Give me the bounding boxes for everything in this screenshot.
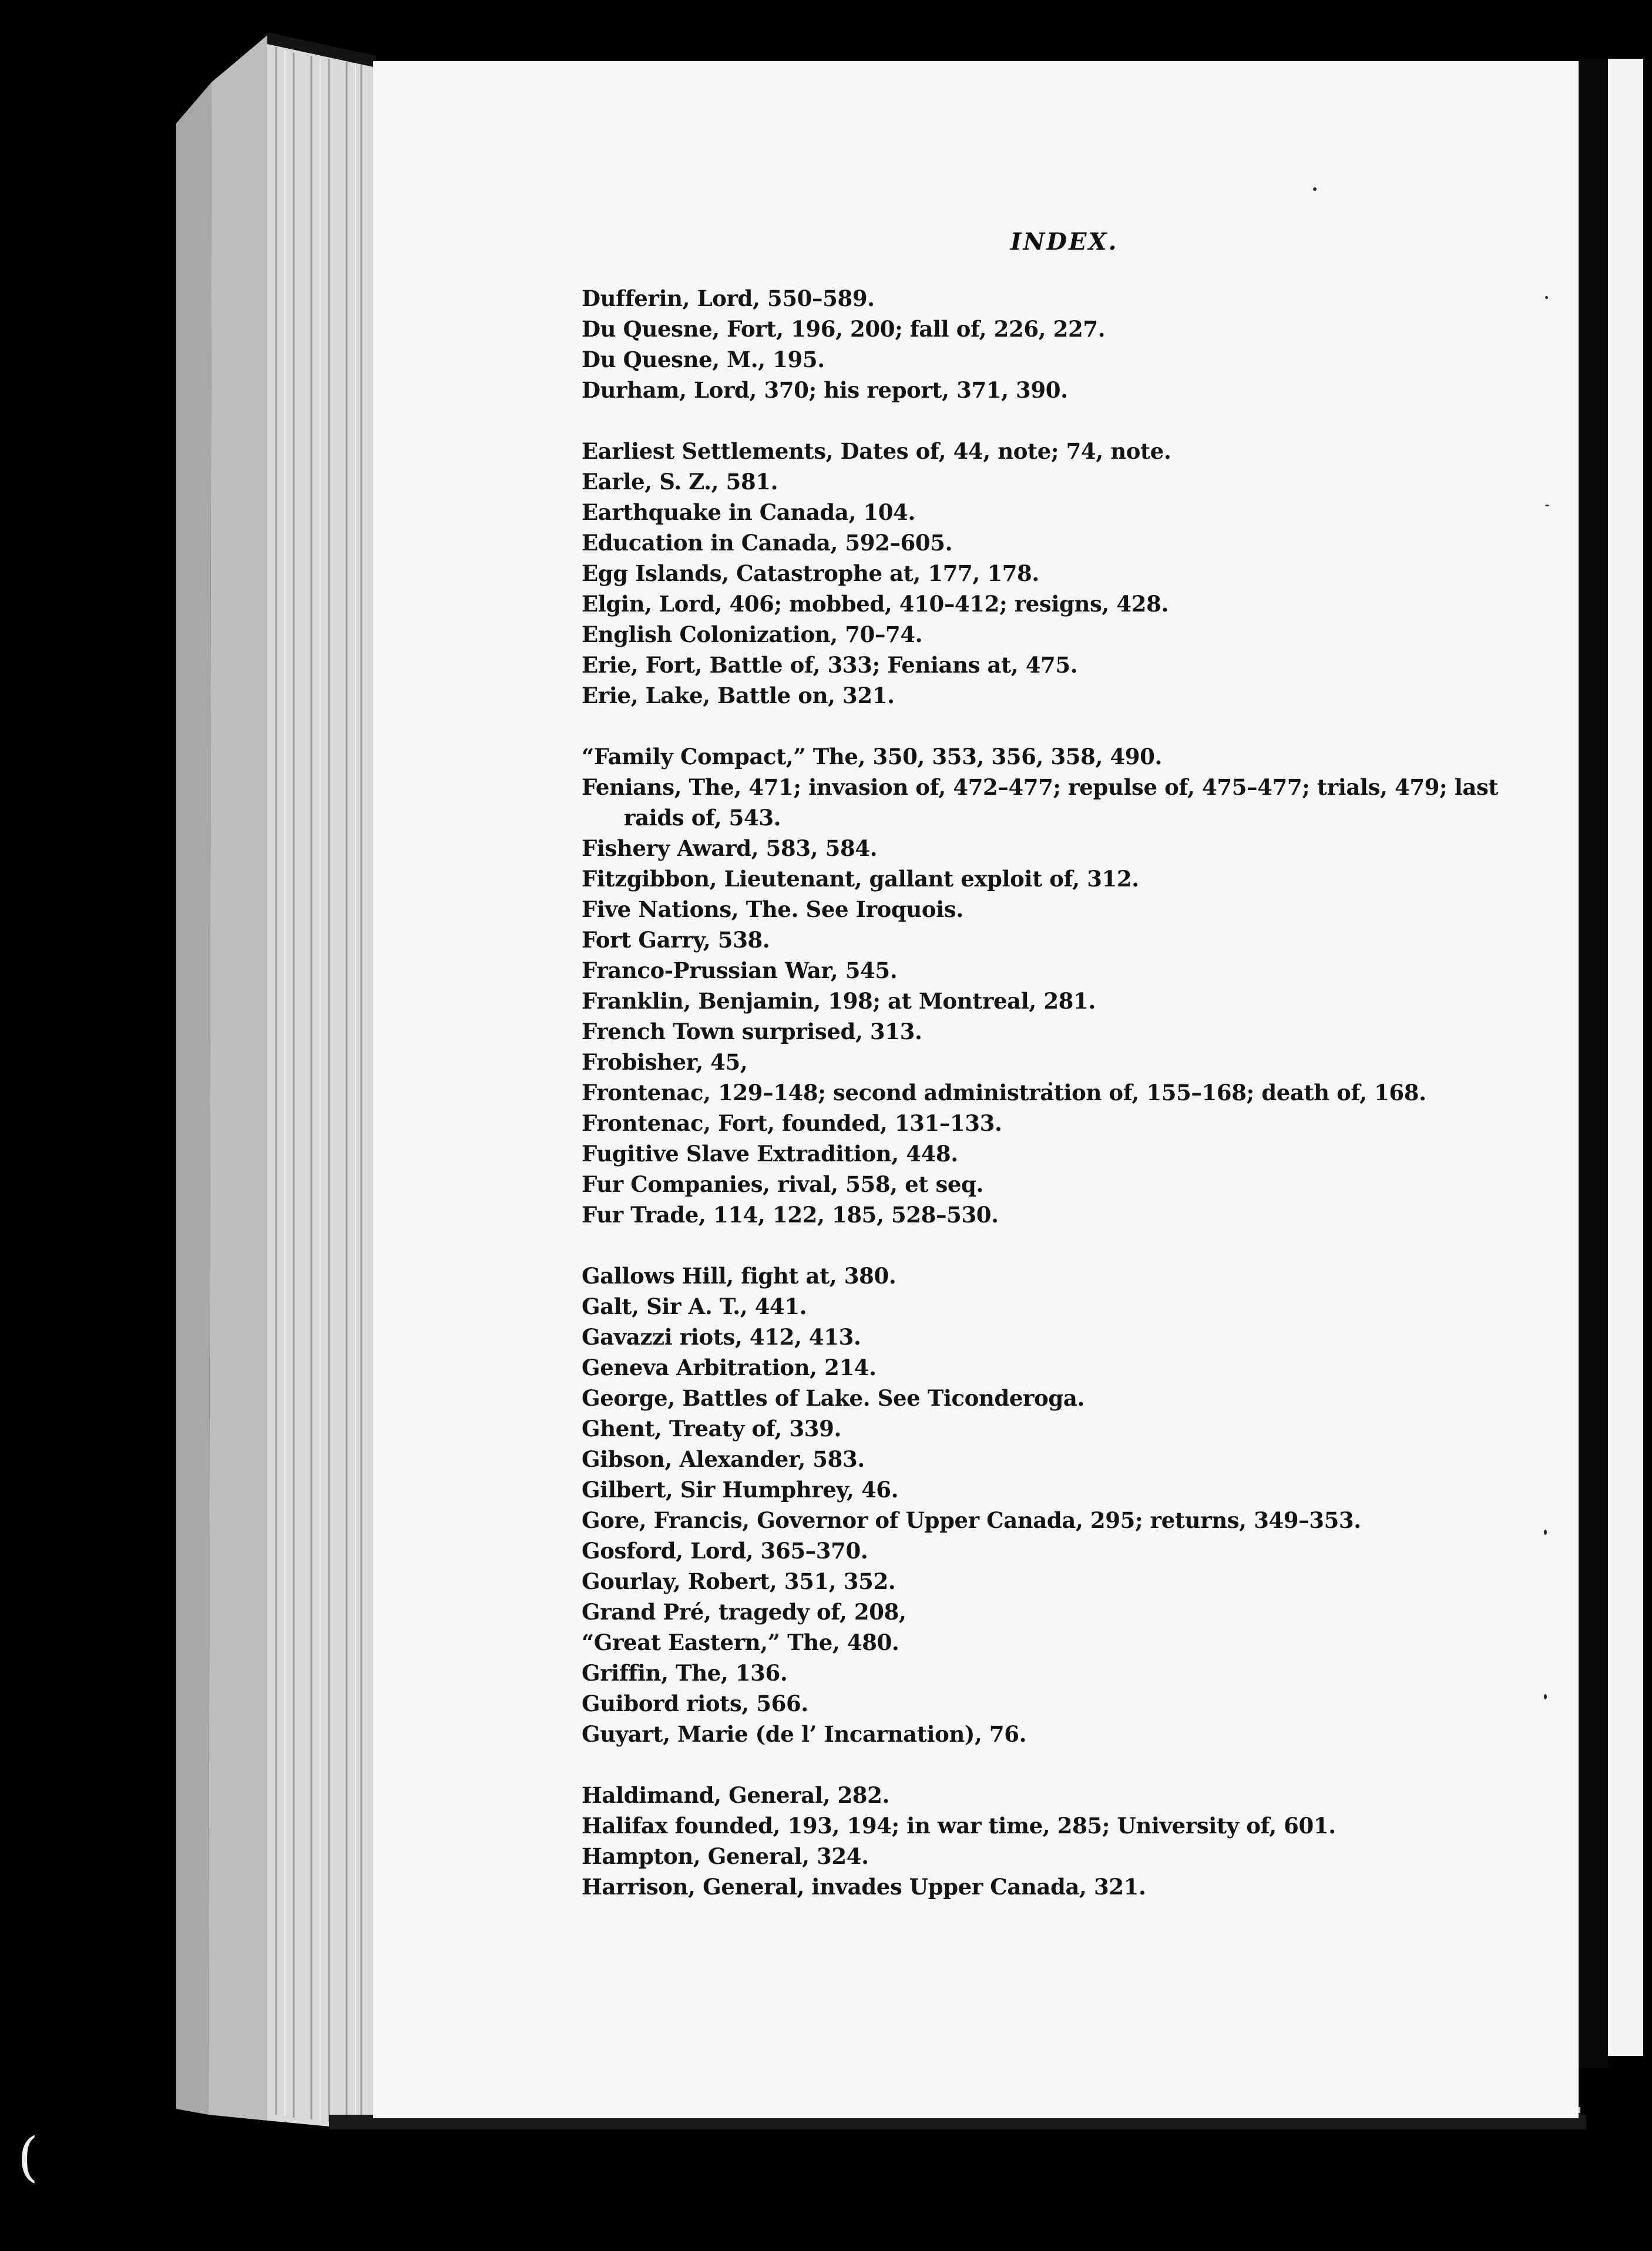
index-entry: Erie, Fort, Battle of, 333; Fenians at, 475.: [582, 652, 1078, 678]
margin-bracket-mark: (: [18, 2126, 39, 2188]
index-entry: Egg Islands, Catastrophe at, 177, 178.: [582, 560, 1039, 586]
index-entry: Fitzgibbon, Lieutenant, gallant exploit of, 312.: [582, 866, 1139, 892]
page-gutter-shadow: [1579, 59, 1608, 2068]
index-entry: Gibson, Alexander, 583.: [582, 1446, 865, 1472]
index-entry: Haldimand, General, 282.: [582, 1782, 889, 1808]
index-entry: Guyart, Marie (de l’ Incarnation), 76.: [582, 1721, 1027, 1747]
index-entry: Elgin, Lord, 406; mobbed, 410–412; resigns, 428.: [582, 591, 1169, 617]
index-entry: Dufferin, Lord, 550–589.: [582, 285, 875, 311]
index-entry: Harrison, General, invades Upper Canada, 321.: [582, 1874, 1146, 1900]
index-section-f: [582, 741, 1545, 1230]
index-entry: Fort Garry, 538.: [582, 927, 770, 953]
index-entry: French Town surprised, 313.: [582, 1019, 922, 1044]
index-entry: Franklin, Benjamin, 198; at Montreal, 281.: [582, 988, 1096, 1014]
index-entry: Earthquake in Canada, 104.: [582, 499, 915, 525]
index-entry: Earliest Settlements, Dates of, 44, note; 74, note.: [582, 438, 1171, 464]
index-section-g: [582, 1261, 1545, 1749]
index-entry: Fur Companies, rival, 558, et seq.: [582, 1171, 983, 1197]
index-entry: Fur Trade, 114, 122, 185, 528–530.: [582, 1202, 999, 1228]
index-entry: “Family Compact,” The, 350, 353, 356, 358, 490.: [582, 744, 1162, 770]
index-entry: Education in Canada, 592–605.: [582, 530, 953, 556]
index-entry: Durham, Lord, 370; his report, 371, 390.: [582, 377, 1068, 403]
index-entry: Geneva Arbitration, 214.: [582, 1355, 877, 1380]
index-entry: Guibord riots, 566.: [582, 1691, 808, 1716]
index-entry: Frontenac, Fort, founded, 131–133.: [582, 1110, 1002, 1136]
index-section-e: [582, 436, 1545, 711]
index-entry: Franco-Prussian War, 545.: [582, 957, 898, 983]
index-entry: Fishery Award, 583, 584.: [582, 835, 878, 861]
index-entry: Grand Pré, tragedy of, 208,: [582, 1599, 906, 1625]
index-entry: Du Quesne, Fort, 196, 200; fall of, 226, 227.: [582, 316, 1106, 342]
index-entry: Gavazzi riots, 412, 413.: [582, 1324, 861, 1350]
index-entry: “Great Eastern,” The, 480.: [582, 1630, 899, 1655]
index-entry: Fenians, The, 471; invasion of, 472–477; repulse of, 475–477; trials, 479; last raids of, 543.: [582, 774, 1499, 831]
index-entry: Frobisher, 45,: [582, 1049, 748, 1075]
running-head: INDEX.: [1010, 228, 1119, 256]
index-entry: Galt, Sir A. T., 441.: [582, 1294, 807, 1319]
index-entry: Griffin, The, 136.: [582, 1660, 788, 1686]
index-entry: Five Nations, The. See Iroquois.: [582, 896, 963, 922]
index-entry: Gore, Francis, Governor of Upper Canada, 295; returns, 349–353.: [582, 1507, 1361, 1533]
index-section-h: [582, 1780, 1545, 1902]
index-entry: Du Quesne, M., 195.: [582, 347, 825, 372]
index-entry: George, Battles of Lake. See Ticonderoga.: [582, 1385, 1084, 1411]
index-entry: Gourlay, Robert, 351, 352.: [582, 1568, 896, 1594]
index-entry: Erie, Lake, Battle on, 321.: [582, 683, 895, 708]
index-entry: Frontenac, 129–148; second administration of, 155–168; death of, 168.: [582, 1080, 1426, 1106]
index-entry: Gilbert, Sir Humphrey, 46.: [582, 1477, 899, 1503]
index-entry: Fugitive Slave Extradition, 448.: [582, 1141, 958, 1167]
index-entry: Gosford, Lord, 365–370.: [582, 1538, 868, 1564]
index-entry: Ghent, Treaty of, 339.: [582, 1416, 841, 1442]
index-entry: Halifax founded, 193, 194; in war time, 285; University of, 601.: [582, 1813, 1336, 1839]
index-entry: Hampton, General, 324.: [582, 1843, 869, 1869]
index-entries: [582, 283, 1545, 1902]
index-entry: Earle, S. Z., 581.: [582, 469, 778, 495]
index-section-d: [582, 283, 1545, 405]
index-entry: English Colonization, 70–74.: [582, 621, 923, 647]
index-entry: Gallows Hill, fight at, 380.: [582, 1263, 896, 1289]
right-page-edge: [1608, 59, 1643, 2056]
